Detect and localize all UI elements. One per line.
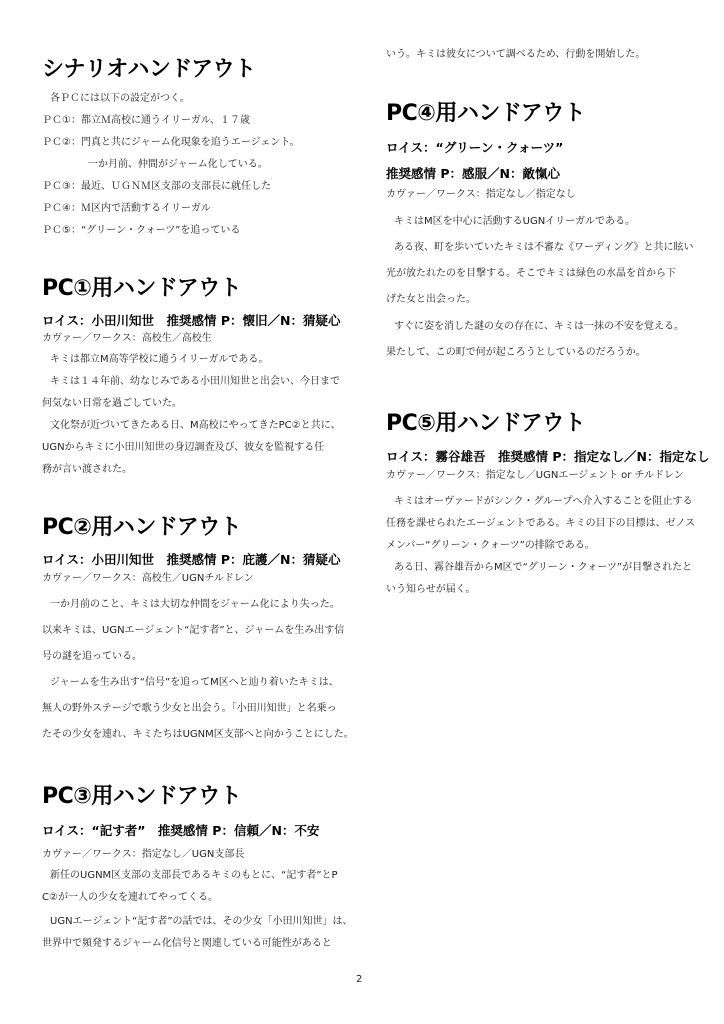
pc4-line: げた女と出会った。 xyxy=(386,294,476,305)
pc3-works: カヴァー／ワークス：指定なし／UGN支部長 xyxy=(42,849,245,860)
pc4-line: 光が放たれたのを目撃する。そこでキミは緑色の水晶を首から下 xyxy=(386,268,676,279)
pc5-works: カヴァー／ワークス：指定なし／UGNエージェント or チルドレン xyxy=(386,470,684,481)
pc2-works: カヴァー／ワークス：高校生／UGNチルドレン xyxy=(42,573,254,584)
pc1-line: キミは都立M高等学校に通うイリーガルである。 xyxy=(50,354,269,365)
pc2-lois: ロイス：小田川知世 推奨感情 P：庇護／N：猜疑心 xyxy=(42,552,341,567)
pc1-line: 文化祭が近づいてきたある日、M高校にやってきたPC②と共に、 xyxy=(50,420,341,431)
pc2-line: ジャームを生み出す“信号”を追ってM区へと辿り着いたキミは、 xyxy=(50,677,339,688)
pc4-line: キミはM区を中心に活動するUGNイリーガルである。 xyxy=(394,216,635,227)
pc2-line: 一か月前のこと、キミは大切な仲間をジャーム化により失った。 xyxy=(50,599,340,610)
pc1-line: 務が言い渡された。 xyxy=(42,464,132,475)
pc4-handout-title: PC④用ハンドアウト xyxy=(386,101,586,126)
scenario-line: ＰＣ②：門真と共にジャーム化現象を追うエージェント。 xyxy=(42,137,300,148)
pc2-handout-title: PC②用ハンドアウト xyxy=(42,515,242,540)
pc4-line: すぐに姿を消した謎の女の存在に、キミは一抹の不安を覚える。 xyxy=(394,321,684,332)
pc3-line: 新任のUGNM区支部の支部長であるキミのもとに、“記す者”とP xyxy=(50,870,338,881)
pc1-line: キミは１４年前、幼なじみである小田川知世と出会い、今日まで xyxy=(50,376,340,387)
pc1-handout-title: PC①用ハンドアウト xyxy=(42,276,242,301)
pc4-lois: ロイス：“グリーン・クォーツ” xyxy=(386,140,564,155)
scenario-line: ＰＣ④：Ｍ区内で活動するイリーガル xyxy=(42,203,211,214)
pc5-line: 任務を課せられたエージェントである。キミの目下の目標は、ゼノス xyxy=(386,518,696,529)
pc1-lois: ロイス：小田川知世 推奨感情 P：懐旧／N：猜疑心 xyxy=(42,313,341,328)
pc2-line: 号の謎を追っている。 xyxy=(42,651,142,662)
pc5-handout-title: PC⑤用ハンドアウト xyxy=(386,411,586,436)
scenario-line: ＰＣ③：最近、ＵＧＮＭ区支部の支部長に就任した xyxy=(42,181,271,192)
scenario-line: 各ＰＣには以下の設定がつく。 xyxy=(50,93,190,104)
pc4-line: 果たして、この町で何が起ころうとしているのだろうか。 xyxy=(386,347,646,358)
pc1-line: 何気ない日常を過ごしていた。 xyxy=(42,398,182,409)
pc3-handout-title: PC③用ハンドアウト xyxy=(42,784,242,809)
page-number: 2 xyxy=(356,974,363,985)
pc4-works: カヴァー／ワークス：指定なし／指定なし xyxy=(386,189,576,200)
pc2-line: たその少女を連れ、キミたちはUGNM区支部へと向かうことにした。 xyxy=(42,729,354,740)
scenario-line: ＰＣ①：都立Ｍ高校に通うイリーガル、１７歳 xyxy=(42,115,250,126)
pc5-lois: ロイス：霧谷雄吾 推奨感情 P：指定なし／N：指定なし xyxy=(386,449,710,464)
pc3-lois: ロイス：“記す者” 推奨感情 P：信頼／N：不安 xyxy=(42,823,320,838)
pc4-line: ある夜、町を歩いていたキミは不審な《ワーディング》と共に眩い xyxy=(394,242,694,253)
scenario-line: ＰＣ⑤：“グリーン・クォーツ”を追っている xyxy=(42,225,241,236)
pc3-line: 世界中で頻発するジャーム化信号と関連している可能性があると xyxy=(42,938,332,949)
pc3-continuation: いう。キミは彼女について調べるため、行動を開始した。 xyxy=(386,49,646,60)
pc4-emotion: 推奨感情 P：感服／N：敵愾心 xyxy=(386,166,560,181)
pc2-line: 無人の野外ステージで歌う少女と出会う。「小田川知世」と名乗っ xyxy=(42,703,337,714)
pc5-line: いう知らせが届く。 xyxy=(386,584,476,595)
pc5-line: ある日、霧谷雄吾からM区で“グリーン・クォーツ”が目撃されたと xyxy=(394,562,693,573)
scenario-line: 一か月前、仲間がジャーム化している。 xyxy=(88,159,268,170)
pc5-line: メンバー“グリーン・クォーツ”の排除である。 xyxy=(386,540,595,551)
pc3-line: C②が一人の少女を連れてやってくる。 xyxy=(42,892,218,903)
pc1-works: カヴァー／ワークス：高校生／高校生 xyxy=(42,333,212,344)
pc3-line: UGNエージェント“記す者”の話では、その少女「小田川知世」は、 xyxy=(50,916,353,927)
pc5-line: キミはオーヴァードがシンク・グループへ介入することを阻止する xyxy=(394,496,693,507)
pc1-line: UGNからキミに小田川知世の身辺調査及び、彼女を監視する任 xyxy=(42,442,325,453)
scenario-handout-title: シナリオハンドアウト xyxy=(42,57,256,82)
pc2-line: 以来キミは、UGNエージェント“記す者”と、ジャームを生み出す信 xyxy=(42,625,345,636)
